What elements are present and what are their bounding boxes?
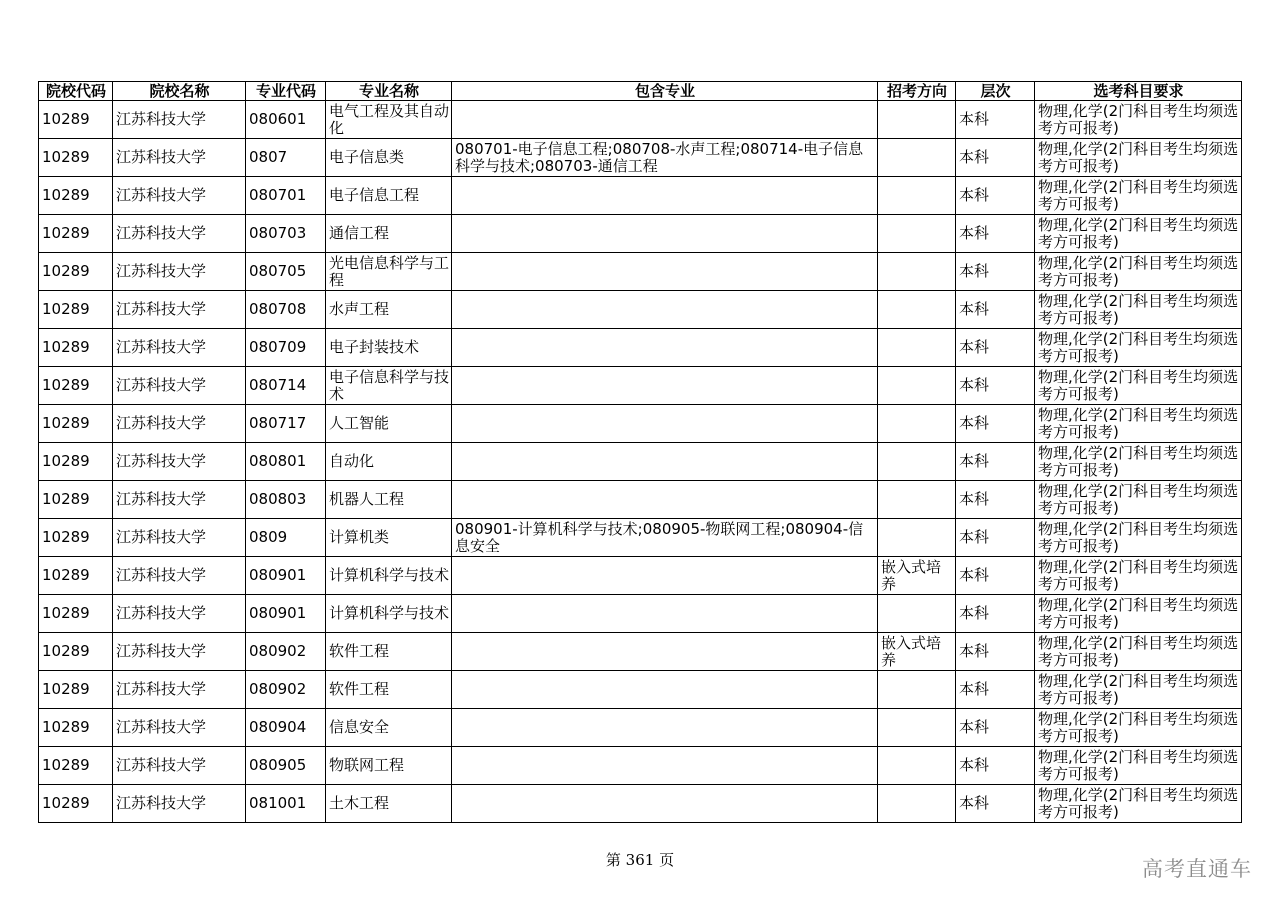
cell-school-code: 10289 — [39, 253, 113, 291]
table-row — [39, 785, 1242, 823]
header-school-name: 院校名称 — [113, 82, 246, 101]
cell-school-name: 江苏科技大学 — [113, 329, 246, 367]
cell-major-code: 080901 — [246, 557, 326, 595]
cell-major-name: 水声工程 — [326, 291, 452, 329]
table-row — [39, 633, 1242, 671]
table-header-row — [39, 82, 1242, 101]
cell-major-name: 光电信息科学与工程 — [326, 253, 452, 291]
cell-school-name: 江苏科技大学 — [113, 557, 246, 595]
cell-level: 本科 — [956, 443, 1035, 481]
cell-direction — [878, 405, 956, 443]
table-row — [39, 291, 1242, 329]
table-row — [39, 329, 1242, 367]
cell-level: 本科 — [956, 747, 1035, 785]
cell-included-majors — [452, 329, 878, 367]
cell-direction — [878, 139, 956, 177]
cell-school-name: 江苏科技大学 — [113, 101, 246, 139]
cell-subject-requirement: 物理,化学(2门科目考生均须选考方可报考) — [1035, 405, 1242, 443]
cell-level: 本科 — [956, 367, 1035, 405]
cell-level: 本科 — [956, 405, 1035, 443]
table-row — [39, 595, 1242, 633]
cell-major-code: 080714 — [246, 367, 326, 405]
cell-school-name: 江苏科技大学 — [113, 785, 246, 823]
cell-level: 本科 — [956, 519, 1035, 557]
cell-direction — [878, 747, 956, 785]
cell-included-majors — [452, 709, 878, 747]
cell-direction — [878, 177, 956, 215]
cell-major-code: 081001 — [246, 785, 326, 823]
cell-level: 本科 — [956, 785, 1035, 823]
cell-subject-requirement: 物理,化学(2门科目考生均须选考方可报考) — [1035, 671, 1242, 709]
cell-included-majors — [452, 405, 878, 443]
cell-school-code: 10289 — [39, 443, 113, 481]
cell-school-name: 江苏科技大学 — [113, 481, 246, 519]
cell-major-code: 080902 — [246, 633, 326, 671]
cell-direction — [878, 481, 956, 519]
cell-direction — [878, 671, 956, 709]
table-row — [39, 405, 1242, 443]
header-major-name: 专业名称 — [326, 82, 452, 101]
cell-school-code: 10289 — [39, 101, 113, 139]
header-level: 层次 — [956, 82, 1035, 101]
cell-school-code: 10289 — [39, 405, 113, 443]
cell-school-code: 10289 — [39, 139, 113, 177]
cell-major-code: 0807 — [246, 139, 326, 177]
cell-included-majors — [452, 101, 878, 139]
table-row — [39, 367, 1242, 405]
cell-level: 本科 — [956, 709, 1035, 747]
cell-major-code: 080904 — [246, 709, 326, 747]
cell-included-majors — [452, 443, 878, 481]
cell-school-name: 江苏科技大学 — [113, 519, 246, 557]
cell-school-name: 江苏科技大学 — [113, 709, 246, 747]
cell-subject-requirement: 物理,化学(2门科目考生均须选考方可报考) — [1035, 633, 1242, 671]
cell-major-code: 080701 — [246, 177, 326, 215]
cell-major-name: 物联网工程 — [326, 747, 452, 785]
table-row — [39, 747, 1242, 785]
cell-level: 本科 — [956, 177, 1035, 215]
cell-school-name: 江苏科技大学 — [113, 367, 246, 405]
cell-level: 本科 — [956, 481, 1035, 519]
cell-included-majors — [452, 671, 878, 709]
cell-school-name: 江苏科技大学 — [113, 443, 246, 481]
cell-level: 本科 — [956, 139, 1035, 177]
cell-major-code: 080705 — [246, 253, 326, 291]
cell-major-name: 自动化 — [326, 443, 452, 481]
cell-major-name: 土木工程 — [326, 785, 452, 823]
cell-subject-requirement: 物理,化学(2门科目考生均须选考方可报考) — [1035, 557, 1242, 595]
cell-included-majors: 080901-计算机科学与技术;080905-物联网工程;080904-信息安全 — [452, 519, 878, 557]
cell-school-name: 江苏科技大学 — [113, 595, 246, 633]
cell-included-majors — [452, 253, 878, 291]
cell-subject-requirement: 物理,化学(2门科目考生均须选考方可报考) — [1035, 291, 1242, 329]
cell-major-name: 电子信息工程 — [326, 177, 452, 215]
cell-direction — [878, 329, 956, 367]
cell-major-code: 0809 — [246, 519, 326, 557]
cell-major-code: 080703 — [246, 215, 326, 253]
cell-direction — [878, 519, 956, 557]
cell-major-code: 080901 — [246, 595, 326, 633]
table-row — [39, 177, 1242, 215]
cell-school-name: 江苏科技大学 — [113, 671, 246, 709]
cell-included-majors — [452, 557, 878, 595]
cell-subject-requirement: 物理,化学(2门科目考生均须选考方可报考) — [1035, 785, 1242, 823]
cell-school-name: 江苏科技大学 — [113, 139, 246, 177]
cell-subject-requirement: 物理,化学(2门科目考生均须选考方可报考) — [1035, 519, 1242, 557]
cell-subject-requirement: 物理,化学(2门科目考生均须选考方可报考) — [1035, 443, 1242, 481]
header-direction: 招考方向 — [878, 82, 956, 101]
cell-included-majors — [452, 291, 878, 329]
cell-included-majors — [452, 633, 878, 671]
cell-direction: 嵌入式培养 — [878, 633, 956, 671]
table-row — [39, 671, 1242, 709]
table-row — [39, 139, 1242, 177]
cell-school-name: 江苏科技大学 — [113, 215, 246, 253]
cell-school-code: 10289 — [39, 709, 113, 747]
cell-direction — [878, 291, 956, 329]
cell-major-name: 软件工程 — [326, 671, 452, 709]
table-row — [39, 557, 1242, 595]
cell-major-name: 软件工程 — [326, 633, 452, 671]
cell-included-majors: 080701-电子信息工程;080708-水声工程;080714-电子信息科学与技术;080703-通信工程 — [452, 139, 878, 177]
cell-level: 本科 — [956, 291, 1035, 329]
table-row — [39, 709, 1242, 747]
table-row — [39, 519, 1242, 557]
cell-included-majors — [452, 177, 878, 215]
cell-subject-requirement: 物理,化学(2门科目考生均须选考方可报考) — [1035, 215, 1242, 253]
cell-major-code: 080905 — [246, 747, 326, 785]
cell-subject-requirement: 物理,化学(2门科目考生均须选考方可报考) — [1035, 177, 1242, 215]
cell-included-majors — [452, 785, 878, 823]
cell-included-majors — [452, 367, 878, 405]
cell-school-name: 江苏科技大学 — [113, 747, 246, 785]
cell-included-majors — [452, 481, 878, 519]
cell-level: 本科 — [956, 101, 1035, 139]
cell-major-code: 080902 — [246, 671, 326, 709]
cell-subject-requirement: 物理,化学(2门科目考生均须选考方可报考) — [1035, 709, 1242, 747]
cell-subject-requirement: 物理,化学(2门科目考生均须选考方可报考) — [1035, 595, 1242, 633]
cell-major-code: 080708 — [246, 291, 326, 329]
page-number: 第 361 页 — [605, 851, 675, 869]
cell-direction — [878, 253, 956, 291]
cell-school-code: 10289 — [39, 329, 113, 367]
cell-school-code: 10289 — [39, 633, 113, 671]
header-subject-requirement: 选考科目要求 — [1035, 82, 1242, 101]
cell-school-code: 10289 — [39, 481, 113, 519]
cell-direction — [878, 595, 956, 633]
cell-subject-requirement: 物理,化学(2门科目考生均须选考方可报考) — [1035, 253, 1242, 291]
cell-school-name: 江苏科技大学 — [113, 633, 246, 671]
cell-direction: 嵌入式培养 — [878, 557, 956, 595]
cell-major-code: 080601 — [246, 101, 326, 139]
cell-major-code: 080803 — [246, 481, 326, 519]
cell-level: 本科 — [956, 329, 1035, 367]
cell-direction — [878, 443, 956, 481]
cell-school-code: 10289 — [39, 177, 113, 215]
table-row — [39, 443, 1242, 481]
cell-major-code: 080709 — [246, 329, 326, 367]
cell-direction — [878, 367, 956, 405]
header-major-code: 专业代码 — [246, 82, 326, 101]
cell-school-code: 10289 — [39, 785, 113, 823]
cell-included-majors — [452, 747, 878, 785]
cell-level: 本科 — [956, 215, 1035, 253]
cell-school-name: 江苏科技大学 — [113, 291, 246, 329]
majors-table — [38, 81, 1242, 823]
header-school-code: 院校代码 — [39, 82, 113, 101]
cell-major-name: 电子信息科学与技术 — [326, 367, 452, 405]
cell-school-code: 10289 — [39, 595, 113, 633]
cell-school-code: 10289 — [39, 557, 113, 595]
cell-major-name: 电子封装技术 — [326, 329, 452, 367]
cell-school-code: 10289 — [39, 747, 113, 785]
watermark-text: 高考直通车 — [1142, 857, 1252, 881]
cell-school-code: 10289 — [39, 671, 113, 709]
cell-school-name: 江苏科技大学 — [113, 405, 246, 443]
cell-school-code: 10289 — [39, 215, 113, 253]
cell-major-name: 人工智能 — [326, 405, 452, 443]
cell-school-name: 江苏科技大学 — [113, 253, 246, 291]
cell-subject-requirement: 物理,化学(2门科目考生均须选考方可报考) — [1035, 101, 1242, 139]
cell-direction — [878, 101, 956, 139]
cell-direction — [878, 785, 956, 823]
cell-major-code: 080717 — [246, 405, 326, 443]
cell-major-name: 信息安全 — [326, 709, 452, 747]
cell-level: 本科 — [956, 557, 1035, 595]
cell-included-majors — [452, 215, 878, 253]
cell-direction — [878, 215, 956, 253]
table-body — [39, 101, 1242, 823]
cell-subject-requirement: 物理,化学(2门科目考生均须选考方可报考) — [1035, 139, 1242, 177]
cell-major-name: 电气工程及其自动化 — [326, 101, 452, 139]
cell-level: 本科 — [956, 595, 1035, 633]
cell-major-name: 计算机类 — [326, 519, 452, 557]
cell-subject-requirement: 物理,化学(2门科目考生均须选考方可报考) — [1035, 747, 1242, 785]
cell-school-code: 10289 — [39, 291, 113, 329]
cell-level: 本科 — [956, 671, 1035, 709]
table-row — [39, 215, 1242, 253]
cell-school-code: 10289 — [39, 367, 113, 405]
cell-major-name: 计算机科学与技术 — [326, 595, 452, 633]
cell-school-code: 10289 — [39, 519, 113, 557]
cell-major-code: 080801 — [246, 443, 326, 481]
table-row — [39, 101, 1242, 139]
header-included-majors: 包含专业 — [452, 82, 878, 101]
cell-major-name: 通信工程 — [326, 215, 452, 253]
cell-major-name: 计算机科学与技术 — [326, 557, 452, 595]
cell-level: 本科 — [956, 633, 1035, 671]
cell-major-name: 电子信息类 — [326, 139, 452, 177]
cell-school-name: 江苏科技大学 — [113, 177, 246, 215]
cell-major-name: 机器人工程 — [326, 481, 452, 519]
table-row — [39, 481, 1242, 519]
cell-subject-requirement: 物理,化学(2门科目考生均须选考方可报考) — [1035, 329, 1242, 367]
cell-subject-requirement: 物理,化学(2门科目考生均须选考方可报考) — [1035, 481, 1242, 519]
cell-level: 本科 — [956, 253, 1035, 291]
cell-included-majors — [452, 595, 878, 633]
cell-subject-requirement: 物理,化学(2门科目考生均须选考方可报考) — [1035, 367, 1242, 405]
table-row — [39, 253, 1242, 291]
cell-direction — [878, 709, 956, 747]
